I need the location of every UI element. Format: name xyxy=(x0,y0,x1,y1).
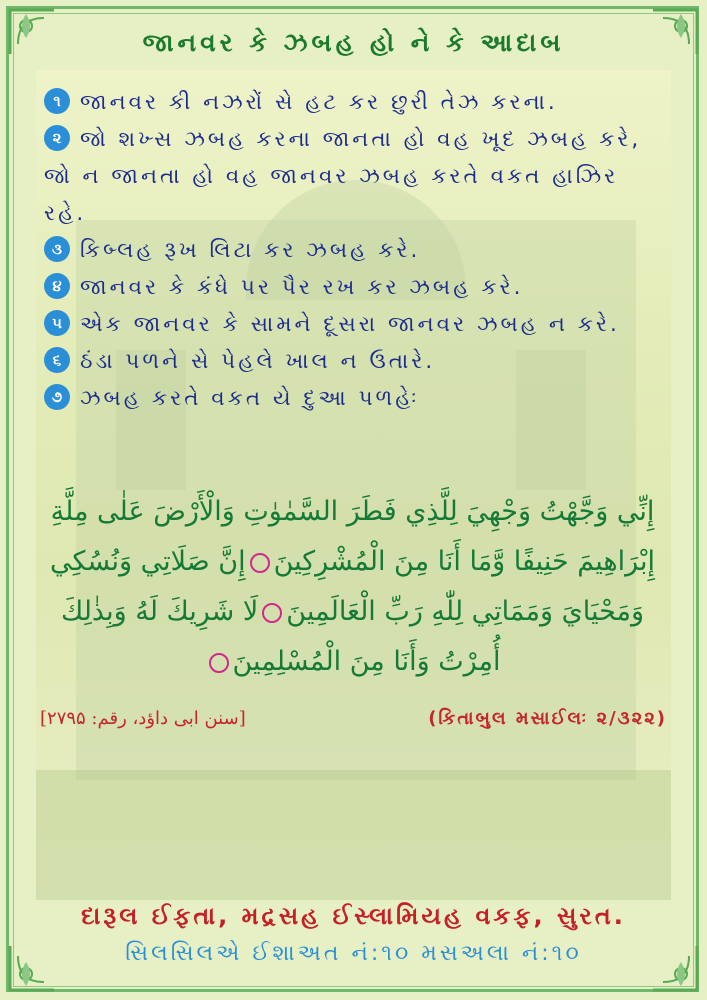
list-item-text: જાનવર કી નઝરોં સે હટ કર છુરી તેઝ કરના. xyxy=(80,90,558,115)
etiquette-list xyxy=(44,84,669,417)
dua-line-4: أُمِرْتُ وَأَنَا مِنَ الْمُسْلِمِينَ xyxy=(40,646,665,677)
book-reference: (કિતાબુલ મસાઈલઃ ૨/૩૨૨) xyxy=(428,708,667,729)
list-item xyxy=(44,84,669,121)
number-badge: ૨ xyxy=(44,125,70,151)
list-item-text: ઠંડા પળને સે પેહલે ખાલ ન ઉતારે. xyxy=(80,349,436,374)
ayah-separator-icon xyxy=(262,603,282,623)
dua-line-3: وَمَحْيَايَ وَمَمَاتِي لِلّٰهِ رَبِّ الْعَالَمِينَلَا شَرِيكَ لَهُ وَبِذٰلِكَ xyxy=(60,596,645,627)
list-item-text: જો શખ્સ ઝબહ કરના જાનતા હો વહ ખૂદ ઝબહ કરે, જો ન જાનતા હો વહ જાનવર ઝબહ કરતે વકત હાઝિર રહે. xyxy=(44,127,642,226)
list-item-text: ઝબહ કરતે વકત યે દુઆ પળહેઃ xyxy=(80,386,420,411)
number-badge: ૧ xyxy=(44,88,70,114)
list-item-text: જાનવર કે કંધે પર પૈર રખ કર ઝબહ કરે. xyxy=(80,275,524,300)
series-line: સિલસિલએ ઈશાઅત નં:૧૦ મસઅલા નં:૧૦ xyxy=(125,941,582,966)
number-badge: ૪ xyxy=(44,273,70,299)
list-item xyxy=(44,121,669,232)
page-title: જાનવર કે ઝબહ હો ને કે આદાબ xyxy=(142,28,565,57)
number-badge: ૫ xyxy=(44,310,70,336)
list-item xyxy=(44,343,669,380)
list-item xyxy=(44,232,669,269)
dua-line-1: إِنِّي وَجَّهْتُ وَجْهِيَ لِلَّذِي فَطَرَ السَّمٰوٰتِ وَالْأَرْضَ عَلٰى مِلَّةِ xyxy=(50,496,655,527)
list-item xyxy=(44,380,669,417)
list-item-text: કિબ્લહ રૂખ લિટા કર ઝબહ કરે. xyxy=(80,238,421,263)
number-badge: ૬ xyxy=(44,347,70,373)
list-item-text: એક જાનવર કે સામને દૂસરા જાનવર ઝબહ ન કરે. xyxy=(80,312,620,337)
list-item xyxy=(44,306,669,343)
number-badge: ૭ xyxy=(44,384,70,410)
publisher-line: દારૂલ ઈફતા, મદ્રસહ ઈસ્લામિયહ વકફ, સુરત. xyxy=(81,902,626,930)
number-badge: ૩ xyxy=(44,236,70,262)
hadith-reference: [سنن ابی داؤد، رقم: ۲۷۹۵] xyxy=(40,708,246,729)
ayah-separator-icon xyxy=(209,653,229,673)
ayah-separator-icon xyxy=(250,553,270,573)
dua-line-2: إِبْرَاهِيمَ حَنِيفًا وَّمَا أَنَا مِنَ الْمُشْرِكِينَإِنَّ صَلَاتِي وَنُسُكِي xyxy=(49,546,656,577)
list-item xyxy=(44,269,669,306)
